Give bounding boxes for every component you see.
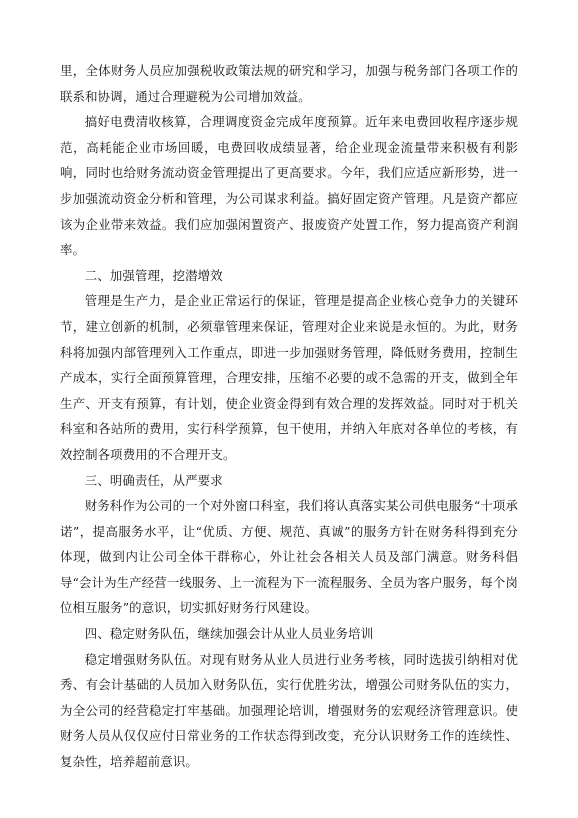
section-heading-responsibility: 三、明确责任，从严要求	[84, 472, 223, 488]
paragraph-responsibility: 财务科作为公司的一个对外窗口科室，我们将认真落实某公司供电服务“十项承诺”，提高服务水平，让“优质、方便、规范、真诚”的服务方针在财务科得到充分体现，做到内让公司全体干群称心，外让社会各相关人员及部门满意。财务科倡导“会计为生产经营一线服务、上一流程为下一流程服务、全员为客户服务，每个岗位相互服务”的意识，切实抓好财务行风建设。	[60, 498, 518, 616]
paragraph-team: 稳定增强财务队伍。对现有财务从业人员进行业务考核，同时选拔引纳相对优秀、有会计基础的人员加入财务队伍，实行优胜劣汰，增强公司财务队伍的实力，为全公司的经营稳定打牢基础。加强理论培训，增强财务的宏观经济管理意识。使财务人员从仅仅应付日常业务的工作状态得到改变，充分认识财务工作的连续性、复杂性，培养超前意识。	[60, 651, 518, 770]
paragraph-tax-research: 里，全体财务人员应加强税收政策法规的研究和学习，加强与税务部门各项工作的联系和协调，通过合理避税为公司增加效益。	[60, 63, 518, 104]
paragraph-management: 管理是生产力，是企业正常运行的保证，管理是提高企业核心竞争力的关键环节，建立创新的机制，必须靠管理来保证，管理对企业来说是永恒的。为此，财务科将加强内部管理列入工作重点，即进一步加强财务管理，降低财务费用，控制生产成本，实行全面预算管理，合理安排，压缩不必要的或不急需的开支，做到全年生产、开支有预算，有计划，使企业资金得到有效合理的发挥效益。同时对于机关科室和各站所的费用，实行科学预算，包干使用，并纳入年底对各单位的考核，有效控制各项费用的不合理开支。	[60, 293, 518, 462]
section-heading-team: 四、稳定财务队伍，继续加强会计从业人员业务培训	[84, 626, 374, 642]
paragraph-fee-collection: 搞好电费清收核算，合理调度资金完成年度预算。近年来电费回收程序逐步规范，高耗能企业市场回暖，电费回收成绩显著，给企业现金流量带来积极有利影响，同时也给财务流动资金管理提出了更高要求。今年，我们应适应新形势，进一步加强流动资金分析和管理，为公司谋求利益。搞好固定资产管理。凡是资产都应该为企业带来效益。我们应加强闲置资产、报废资产处置工作，努力提高资产利润率。	[60, 114, 518, 258]
section-heading-management: 二、加强管理，挖潜增效	[84, 267, 223, 283]
